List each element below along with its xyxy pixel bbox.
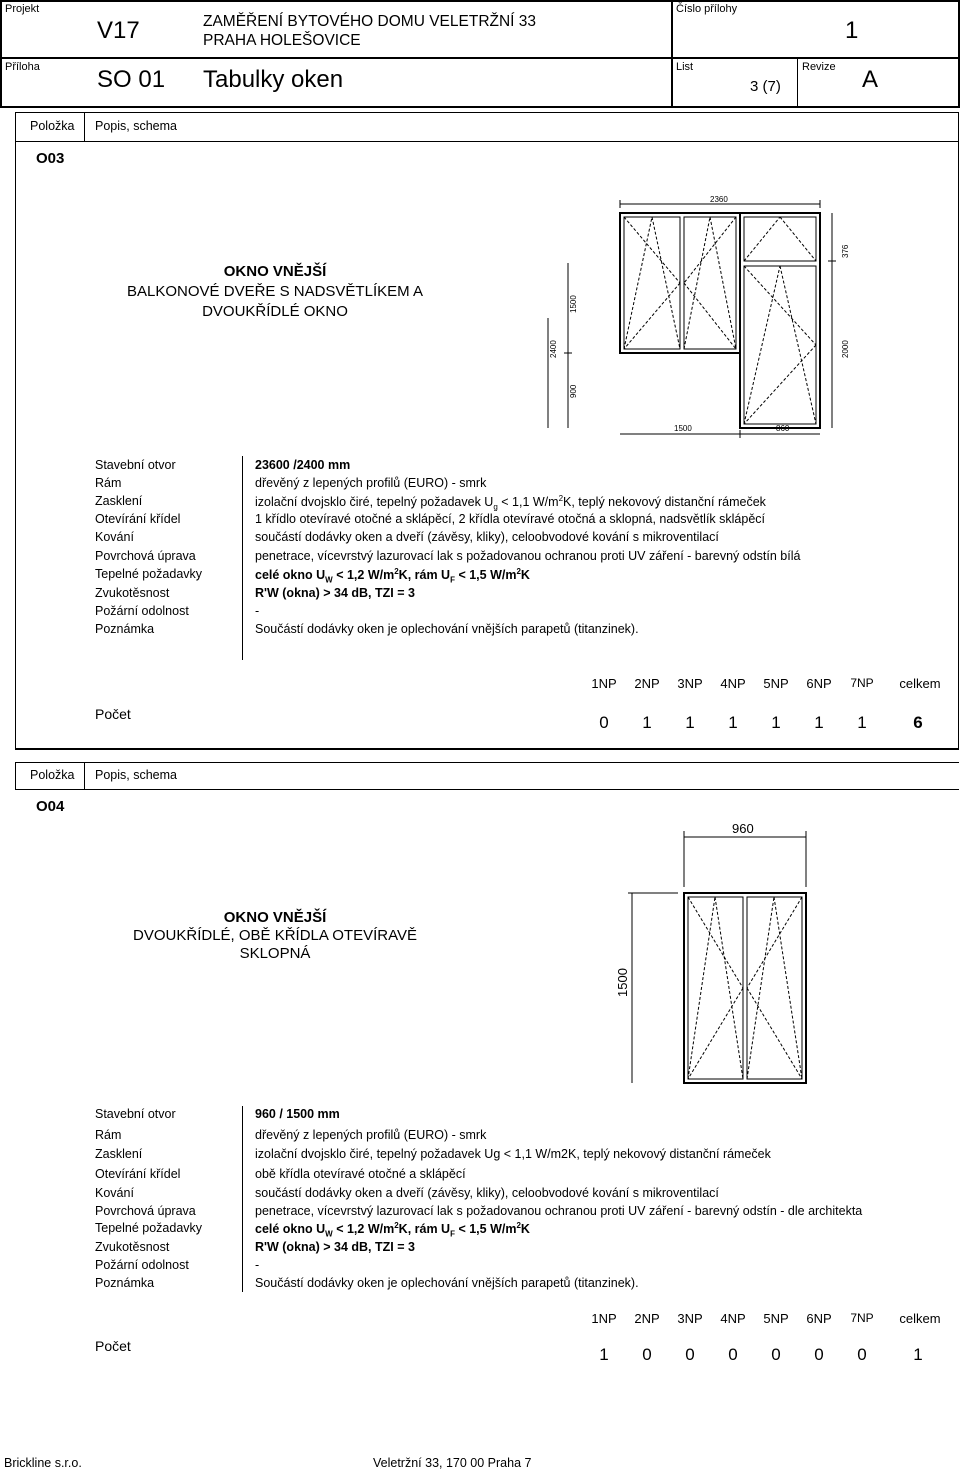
spec-key: Poznámka xyxy=(95,622,155,636)
floor-count: 1 xyxy=(642,713,652,732)
spec-value: - xyxy=(255,604,260,618)
dim-width-total: 2360 xyxy=(710,195,728,204)
floor-header: 7NP xyxy=(850,676,874,690)
floor-header: 4NP xyxy=(720,676,746,691)
floor-header: 3NP xyxy=(677,676,703,691)
spec-key: Povrchová úprava xyxy=(95,1204,196,1218)
cislo-prilohy-label: Číslo přílohy xyxy=(676,3,738,15)
dim-height-transom: 376 xyxy=(841,244,850,258)
floor-header: 5NP xyxy=(763,676,789,691)
floor-header: 6NP xyxy=(806,676,832,691)
dim-width-left: 1500 xyxy=(674,424,692,433)
spec-key: Zasklení xyxy=(95,494,143,508)
floor-header: 1NP xyxy=(591,1311,617,1326)
floor-header: 4NP xyxy=(720,1311,746,1326)
spec-key: Rám xyxy=(95,476,122,490)
dim-width: 960 xyxy=(732,821,754,836)
priloha-name: Tabulky oken xyxy=(203,66,344,93)
spec-key: Kování xyxy=(95,1186,134,1200)
footer-address: Veletržní 33, 170 00 Praha 7 xyxy=(373,1456,532,1470)
spec-key: Požární odolnost xyxy=(95,1258,189,1272)
spec-key: Požární odolnost xyxy=(95,604,189,618)
spec-value: R'W (okna) > 34 dB, TZI = 3 xyxy=(255,1240,415,1254)
floor-header: celkem xyxy=(899,1311,941,1326)
floor-count: 0 xyxy=(771,1345,781,1364)
projekt-name-line1: ZAMĚŘENÍ BYTOVÉHO DOMU VELETRŽNÍ 33 xyxy=(203,13,537,30)
spec-value: penetrace, vícevrstvý lazurovací lak s požadovanou ochranou proti UV záření - barevný odstín - dle architekta xyxy=(255,1204,863,1218)
floor-header: 5NP xyxy=(763,1311,789,1326)
spec-key: Poznámka xyxy=(95,1276,155,1290)
spec-value: penetrace, vícevrstvý lazurovací lak s požadovanou ochranou proti UV záření - barevný odstín bílá xyxy=(255,549,801,563)
spec-key: Zvukotěsnost xyxy=(95,1240,170,1254)
dim-height-left: 2400 xyxy=(549,340,558,358)
item-code: O03 xyxy=(36,150,65,167)
priloha-code: SO 01 xyxy=(97,66,166,93)
spec-value: obě křídla otevíravé otočné a sklápěcí xyxy=(255,1167,466,1181)
spec-value: R'W (okna) > 34 dB, TZI = 3 xyxy=(255,586,415,600)
spec-value: Součástí dodávky oken je oplechování vnějších parapetů (titanzinek). xyxy=(255,1276,639,1290)
window-o04-schema xyxy=(600,815,820,1095)
cislo-prilohy-value: 1 xyxy=(845,17,859,44)
floor-count: 1 xyxy=(599,1345,609,1364)
list-value: 3 (7) xyxy=(750,78,781,95)
spec-key: Povrchová úprava xyxy=(95,549,196,563)
dim-height-left-upper: 1500 xyxy=(569,295,578,313)
footer-company: Brickline s.r.o. xyxy=(4,1456,82,1470)
spec-value: Součástí dodávky oken je oplechování vnějších parapetů (titanzinek). xyxy=(255,622,639,636)
item-title-line3: SKLOPNÁ xyxy=(239,945,311,962)
floor-count: 1 xyxy=(728,713,738,732)
spec-key: Otevírání křídel xyxy=(95,1167,181,1181)
spec-value: 960 / 1500 mm xyxy=(255,1107,340,1121)
floor-count: 0 xyxy=(814,1345,824,1364)
projekt-label: Projekt xyxy=(5,3,40,15)
item-title-main: OKNO VNĚJŠÍ xyxy=(223,263,327,280)
projekt-code: V17 xyxy=(97,17,140,44)
floor-header: 6NP xyxy=(806,1311,832,1326)
floor-count: 0 xyxy=(685,1345,695,1364)
priloha-label: Příloha xyxy=(5,61,40,73)
spec-key: Tepelné požadavky xyxy=(95,567,203,581)
floor-header: 1NP xyxy=(591,676,617,691)
spec-value: celé okno $U_W < 1,2$ $W/m^2K$, rám $U_F < 1,5$ $W/m^2K$ xyxy=(255,1221,530,1239)
floor-header: celkem xyxy=(899,676,941,691)
spec-value: součástí dodávky oken a dveří (závěsy, kliky), celoobvodové kování s mikroventilací xyxy=(255,1186,719,1200)
spec-value: 1 křídlo otevíravé otočné a sklápěcí, 2 křídla otevíravé otočná a sklopná, nadsvětlík sklápěcí xyxy=(255,512,766,526)
dim-width-right: 860 xyxy=(776,424,790,433)
window-o03-schema xyxy=(520,188,860,443)
floor-count: 0 xyxy=(599,713,609,732)
floor-header: 7NP xyxy=(850,1311,874,1325)
item-title-line2: DVOUKŘÍDLÉ, OBĚ KŘÍDLA OTEVÍRAVĚ xyxy=(133,927,417,944)
spec-key: Otevírání křídel xyxy=(95,512,181,526)
spec-value: celé okno $U_W < 1,2$ $W/m^2K$, rám $U_F < 1,5$ $W/m^2K$ xyxy=(255,567,530,585)
count-label: Počet xyxy=(95,706,131,722)
floor-count: 1 xyxy=(857,713,867,732)
spec-key: Zvukotěsnost xyxy=(95,586,170,600)
item-title-line2: BALKONOVÉ DVEŘE S NADSVĚTLÍKEM A xyxy=(127,283,423,300)
item-title-line3: DVOUKŘÍDLÉ OKNO xyxy=(202,303,348,320)
floor-header: 3NP xyxy=(677,1311,703,1326)
spec-key: Kování xyxy=(95,530,134,544)
count-label: Počet xyxy=(95,1338,131,1354)
projekt-name-line2: PRAHA HOLEŠOVICE xyxy=(203,32,361,49)
floor-count: 0 xyxy=(857,1345,867,1364)
spec-key: Stavební otvor xyxy=(95,458,176,472)
floor-count-total: 1 xyxy=(913,1345,923,1364)
spec-value: izolační dvojsklo čiré, tepelný požadavek $U_g < 1,1$ $W/m^2K$, teplý nekovový distanční rámeček xyxy=(255,494,766,512)
polozka-label: Položka xyxy=(30,119,75,133)
popis-label: Popis, schema xyxy=(95,119,177,133)
floor-count: 1 xyxy=(771,713,781,732)
floor-count-total: 6 xyxy=(913,713,923,732)
popis-label: Popis, schema xyxy=(95,768,177,782)
list-label: List xyxy=(676,61,694,73)
spec-value: dřevěný z lepených profilů (EURO) - smrk xyxy=(255,476,487,490)
spec-key: Rám xyxy=(95,1128,122,1142)
polozka-label: Položka xyxy=(30,768,75,782)
item-title-main: OKNO VNĚJŠÍ xyxy=(223,909,327,926)
floor-count: 0 xyxy=(642,1345,652,1364)
dim-height: 1500 xyxy=(615,968,630,997)
dim-height-left-lower: 900 xyxy=(569,384,578,398)
spec-value: dřevěný z lepených profilů (EURO) - smrk xyxy=(255,1128,487,1142)
spec-value: součástí dodávky oken a dveří (závěsy, kliky), celoobvodové kování s mikroventilací xyxy=(255,530,719,544)
dim-height-door: 2000 xyxy=(841,340,850,358)
floor-header: 2NP xyxy=(634,1311,660,1326)
spec-key: Zasklení xyxy=(95,1147,143,1161)
floor-header: 2NP xyxy=(634,676,660,691)
spec-key: Stavební otvor xyxy=(95,1107,176,1121)
revize-value: A xyxy=(862,66,879,93)
revize-label: Revize xyxy=(802,61,836,73)
floor-count: 1 xyxy=(814,713,824,732)
spec-value: 23600 /2400 mm xyxy=(255,458,351,472)
spec-value: - xyxy=(255,1258,260,1272)
item-code: O04 xyxy=(36,798,65,815)
spec-value: izolační dvojsklo čiré, tepelný požadavek Ug < 1,1 W/m2K, teplý nekovový distanční rámeček xyxy=(255,1147,771,1161)
spec-key: Tepelné požadavky xyxy=(95,1221,203,1235)
floor-count: 0 xyxy=(728,1345,738,1364)
floor-count: 1 xyxy=(685,713,695,732)
